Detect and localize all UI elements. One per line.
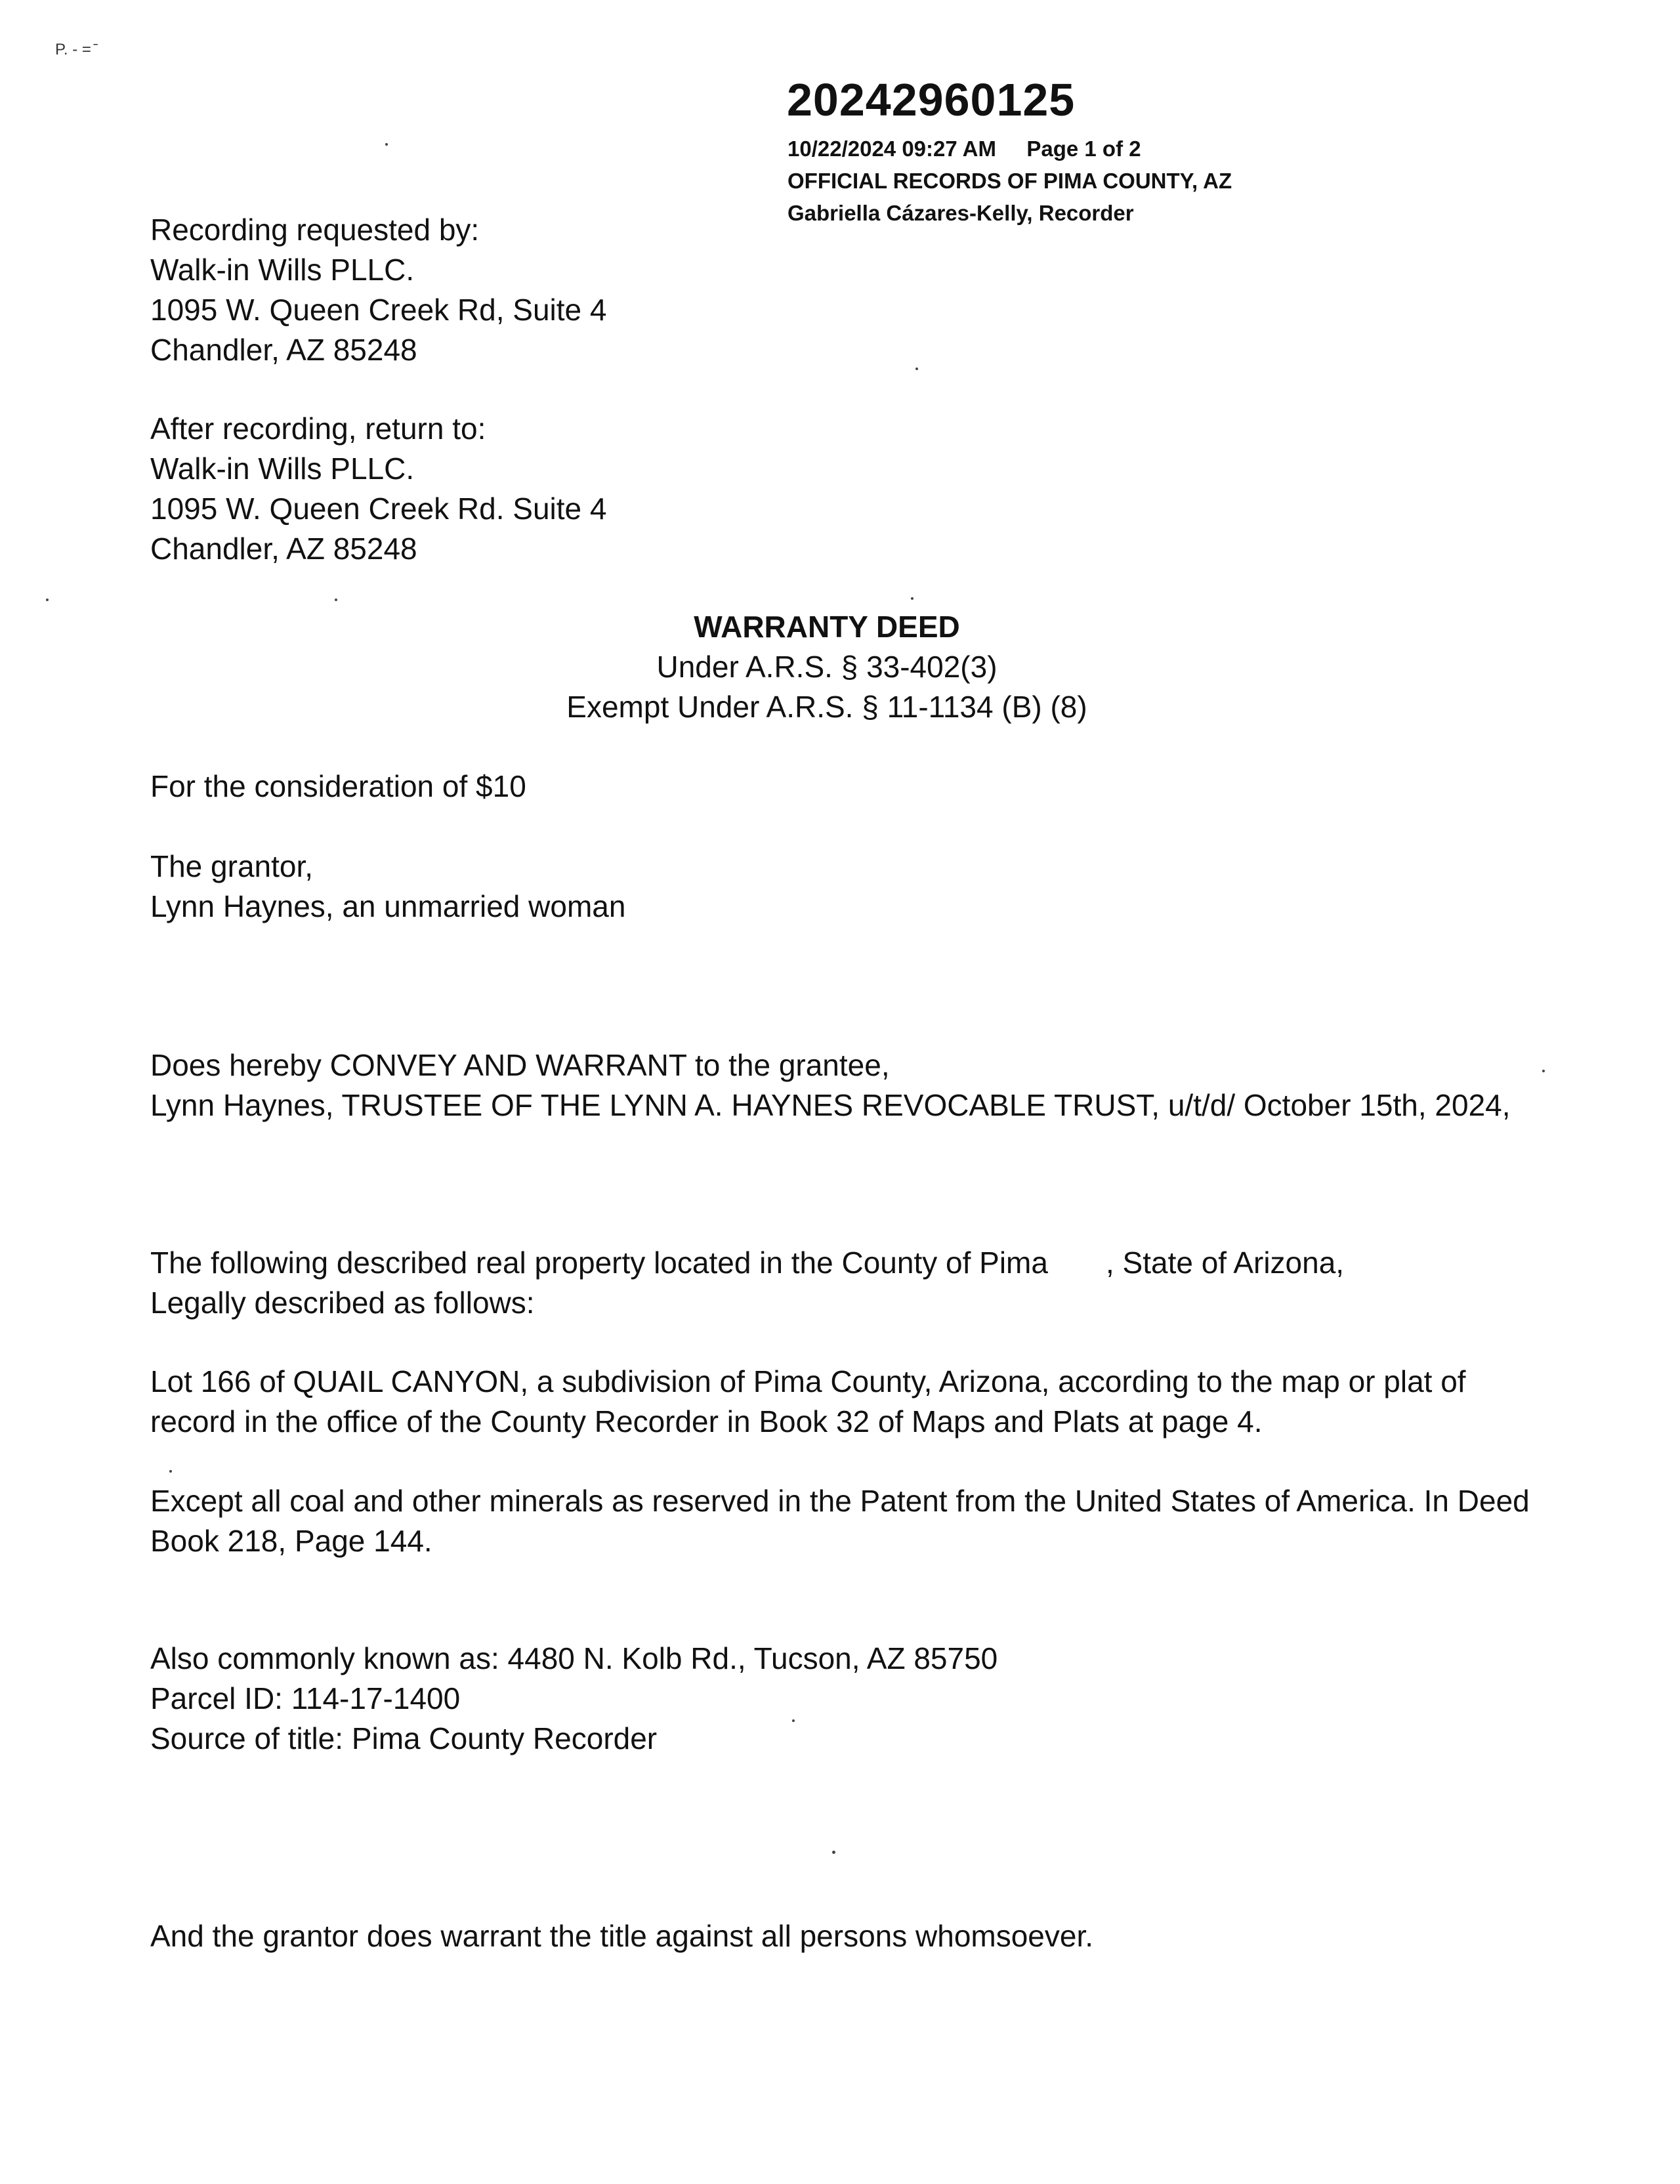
- consideration: For the consideration of $10: [150, 769, 526, 803]
- scan-speck: [335, 598, 337, 601]
- lot-line-2: record in the office of the County Recorder in Book 32 of Maps and Plats at page 4.: [150, 1404, 1263, 1438]
- grantee-block: [150, 1045, 1511, 1125]
- conveyance-statement: Does hereby CONVEY AND WARRANT to the grantee,: [150, 1048, 890, 1082]
- return-to-name: Walk-in Wills PLLC.: [150, 452, 415, 486]
- exception-line-2: Book 218, Page 144.: [150, 1524, 432, 1558]
- recording-date-line: [788, 133, 1141, 165]
- recording-office: OFFICIAL RECORDS OF PIMA COUNTY, AZ: [788, 169, 1232, 193]
- common-address: Also commonly known as: 4480 N. Kolb Rd., Tucson, AZ 85750: [150, 1641, 998, 1675]
- scan-speck: [911, 597, 914, 600]
- scan-speck: [832, 1851, 835, 1854]
- deed-title: WARRANTY DEED: [694, 610, 960, 644]
- warranty-clause: And the grantor does warrant the title against all persons whomsoever.: [150, 1919, 1094, 1953]
- scan-speck: [915, 368, 918, 370]
- deed-exemption: Exempt Under A.R.S. § 11-1134 (B) (8): [566, 690, 1087, 724]
- mineral-exception: [150, 1481, 1530, 1561]
- lot-description: [150, 1362, 1466, 1442]
- return-to-city: Chandler, AZ 85248: [150, 532, 417, 566]
- deed-heading: [413, 607, 1240, 727]
- exception-line-1: Except all coal and other minerals as reserved in the Patent from the United States of America. In Deed: [150, 1484, 1530, 1518]
- grantee-name: Lynn Haynes, TRUSTEE OF THE LYNN A. HAYNES REVOCABLE TRUST, u/t/d/ October 15th, 2024,: [150, 1088, 1511, 1122]
- deed-statute: Under A.R.S. § 33-402(3): [656, 650, 998, 684]
- requested-by-name: Walk-in Wills PLLC.: [150, 253, 415, 287]
- legal-intro: Legally described as follows:: [150, 1286, 535, 1320]
- document-number: 20242960125: [787, 74, 1076, 125]
- requested-by-city: Chandler, AZ 85248: [150, 333, 417, 367]
- location-prefix: The following described real property located in the County of Pima: [150, 1246, 1048, 1280]
- title-source: Source of title: Pima County Recorder: [150, 1721, 658, 1755]
- scan-speck: [169, 1470, 172, 1473]
- return-to-street: 1095 W. Queen Creek Rd. Suite 4: [150, 492, 607, 526]
- property-location: [150, 1243, 1344, 1323]
- parcel-id: Parcel ID: 114-17-1400: [150, 1681, 461, 1715]
- requested-by-block: [150, 210, 607, 370]
- scan-speck: [46, 598, 49, 601]
- corner-marks: P. - = ̄: [55, 41, 96, 58]
- recording-datetime: 10/22/2024 09:27 AM: [788, 136, 996, 161]
- grantor-block: [150, 847, 625, 927]
- recorder-name: Gabriella Cázares-Kelly, Recorder: [788, 201, 1134, 225]
- requested-by-street: 1095 W. Queen Creek Rd, Suite 4: [150, 293, 607, 327]
- grantor-name: Lynn Haynes, an unmarried woman: [150, 889, 626, 923]
- scan-speck: [1542, 1070, 1545, 1072]
- location-line: [150, 1243, 1344, 1283]
- grantor-label: The grantor,: [150, 849, 314, 883]
- page-info: Page 1 of 2: [1026, 136, 1141, 161]
- lot-line-1: Lot 166 of QUAIL CANYON, a subdivision of Pima County, Arizona, according to the map or plat of: [150, 1364, 1466, 1398]
- scan-speck: [385, 143, 388, 146]
- return-to-block: [150, 409, 607, 569]
- location-suffix: , State of Arizona,: [1105, 1246, 1345, 1280]
- property-identifiers: [150, 1639, 998, 1759]
- return-to-label: After recording, return to:: [150, 411, 486, 446]
- requested-by-label: Recording requested by:: [150, 213, 480, 247]
